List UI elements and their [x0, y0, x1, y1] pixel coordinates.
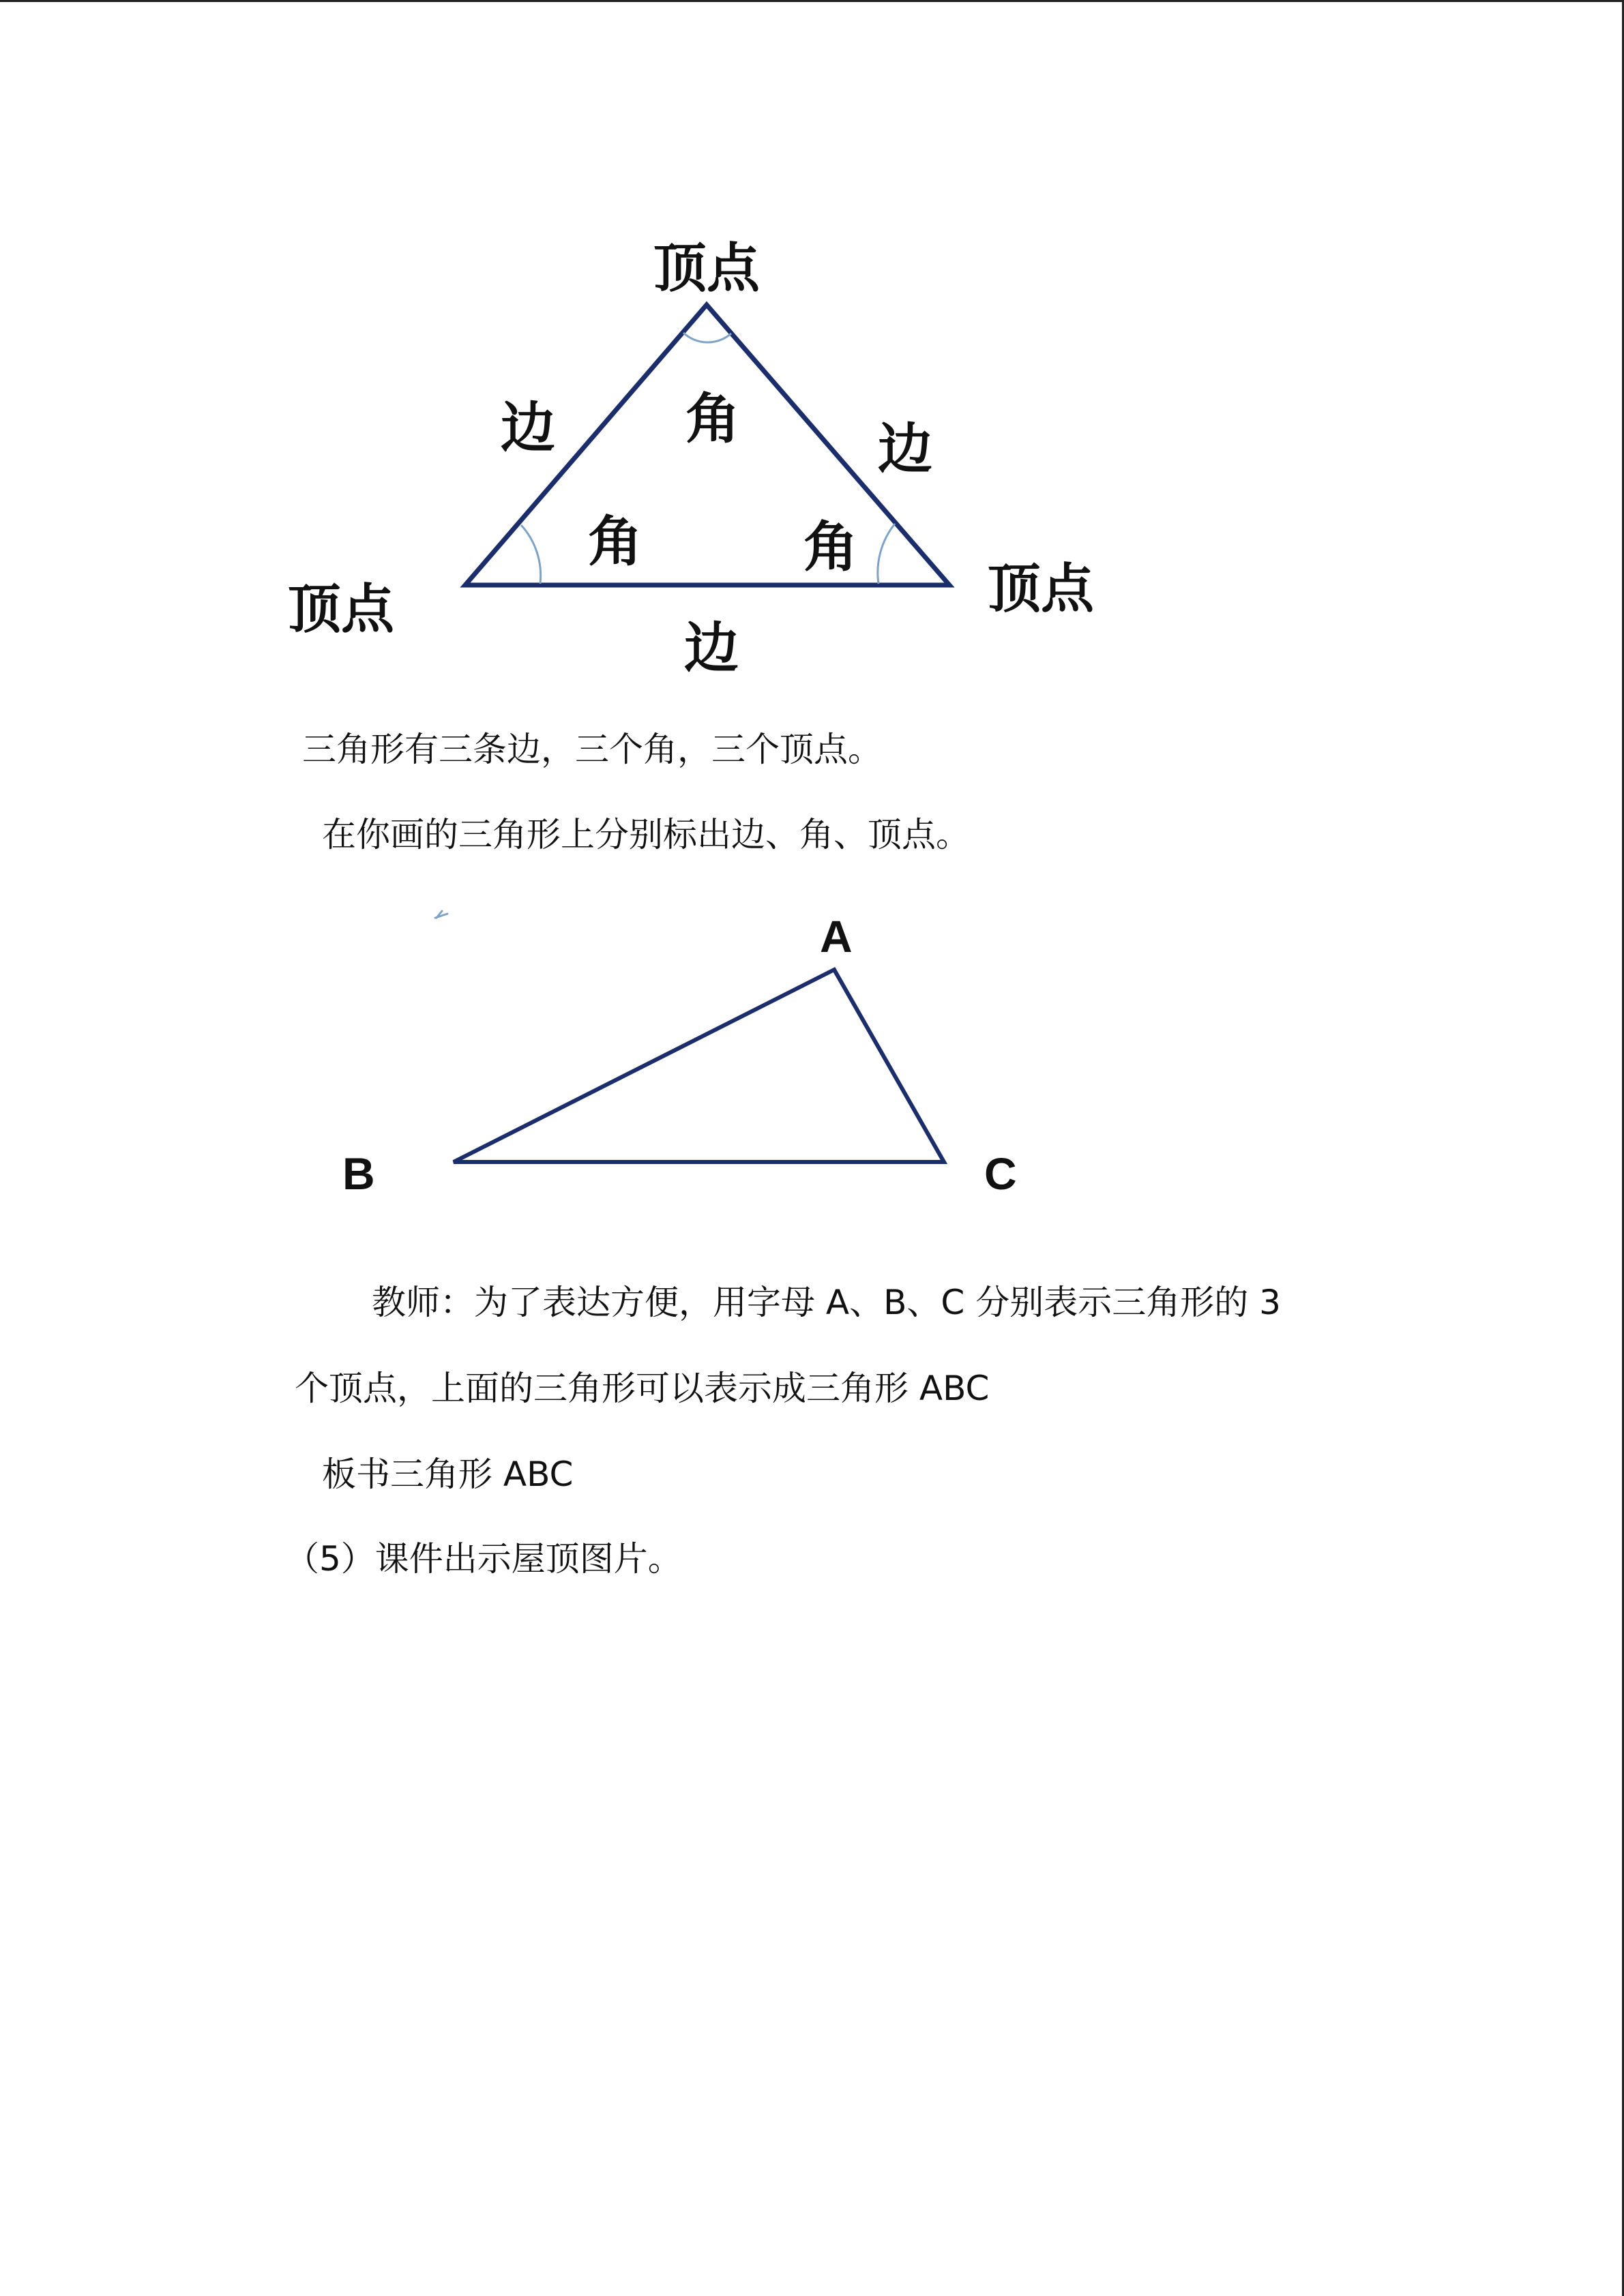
- angle-arc-left: [521, 525, 541, 584]
- angle-arc-top: [683, 333, 731, 342]
- vertex-label-right: 顶点: [988, 558, 1095, 620]
- vertex-b-label: B: [342, 1148, 375, 1199]
- paragraph-step-5: （5）课件出示屋顶图片。: [285, 1539, 682, 1579]
- side-label-right: 边: [878, 417, 932, 481]
- angle-label-left: 角: [588, 510, 643, 573]
- side-label-left: 边: [501, 396, 555, 460]
- side-label-bottom: 边: [684, 616, 739, 680]
- triangle-abc-outline: [454, 970, 944, 1162]
- paragraph-board-writing: 板书三角形 ABC: [322, 1455, 574, 1494]
- paragraph-teacher-statement: 教师：为了表达方便，用字母 A、B、C 分别表示三角形的 3: [372, 1283, 1281, 1322]
- angle-label-top: 角: [685, 387, 740, 451]
- paragraph-triangle-properties: 三角形有三条边，三个角，三个顶点。: [302, 730, 882, 769]
- vertex-a-label: A: [820, 911, 853, 961]
- paragraph-label-instruction: 在你画的三角形上分别标出边、角、顶点。: [322, 815, 970, 854]
- vertex-label-left: 顶点: [288, 579, 395, 640]
- stray-pen-mark: [435, 911, 447, 918]
- vertex-label-top: 顶点: [653, 238, 761, 299]
- triangle-diagram: [288, 238, 1095, 680]
- vertex-c-label: C: [984, 1148, 1017, 1199]
- angle-label-right: 角: [803, 516, 858, 579]
- paragraph-teacher-statement-cont: 个顶点，上面的三角形可以表示成三角形 ABC: [295, 1369, 990, 1408]
- angle-arc-right: [878, 524, 895, 584]
- triangle-abc-diagram: [342, 911, 1017, 1199]
